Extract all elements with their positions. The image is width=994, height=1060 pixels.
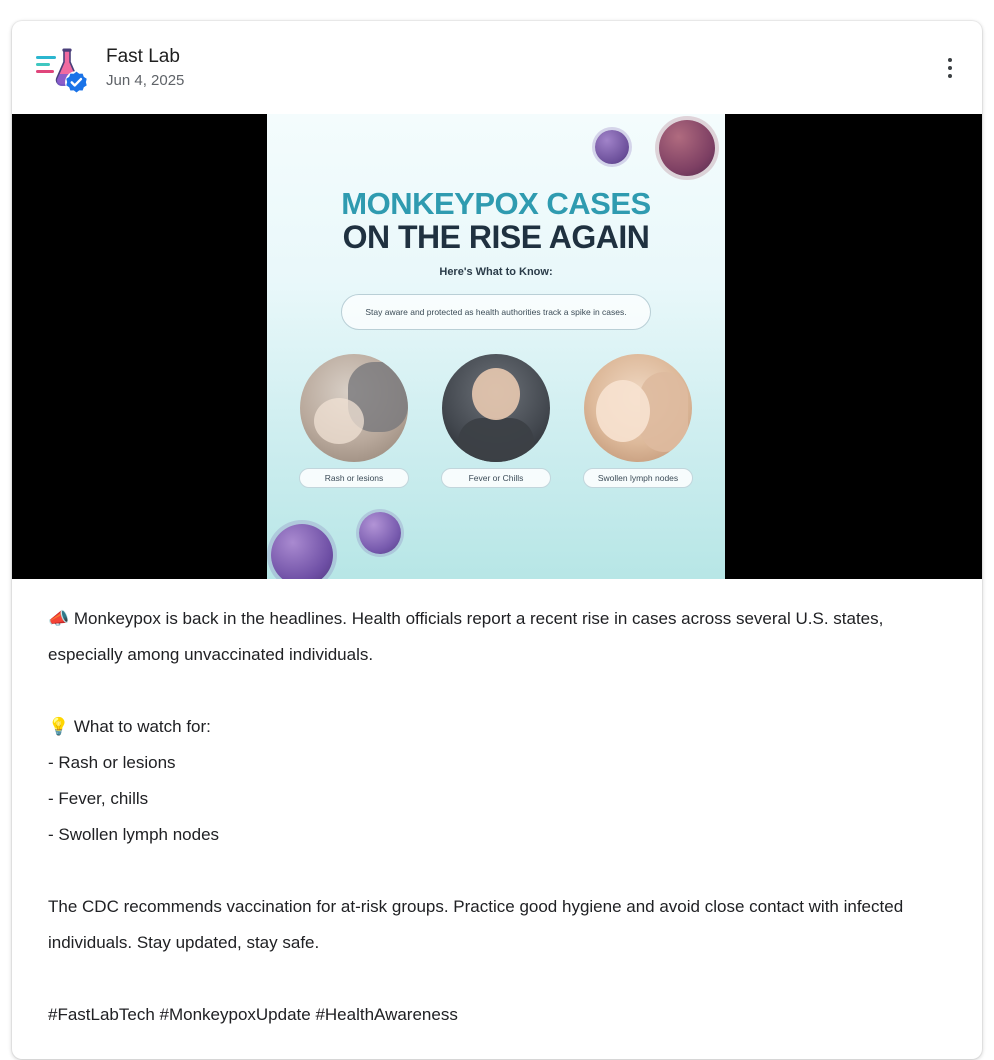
kebab-menu-icon[interactable] (936, 51, 964, 85)
symptom-photo (584, 354, 692, 462)
caption-spacer-1 (48, 673, 946, 709)
post-caption (12, 579, 982, 1059)
poster-subtitle: Here's What to Know: (439, 266, 553, 278)
caption-bullet: - Rash or lesions (48, 753, 176, 772)
verified-badge-icon (64, 70, 89, 95)
virus-icon (359, 512, 401, 554)
caption-paragraph-3: The CDC recommends vaccination for at-risk groups. Practice good hygiene and avoid close contact with infected individuals. Stay updated, stay safe. (48, 897, 904, 952)
post-author-block (106, 45, 184, 91)
symptom-photo (442, 354, 550, 462)
symptom-label: Fever or Chills (441, 468, 551, 488)
symptom-label: Rash or lesions (299, 468, 409, 488)
symptom-item (435, 354, 557, 488)
virus-icon (271, 524, 333, 579)
account-name: Fast Lab (106, 45, 180, 67)
post-header (12, 21, 982, 114)
poster-title-line1: MONKEYPOX CASES (341, 186, 651, 221)
caption-bullet: - Swollen lymph nodes (48, 825, 220, 844)
caption-paragraph-1: 📣 Monkeypox is back in the headlines. Health officials report a recent rise in cases across several U.S. states, especially among unvaccinated individuals. (48, 609, 884, 664)
caption-bullet: - Fever, chills (48, 789, 149, 808)
virus-icon (659, 120, 715, 176)
symptom-photo (300, 354, 408, 462)
post-date: Jun 4, 2025 (106, 71, 185, 89)
poster-note: Stay aware and protected as health authorities track a spike in cases. (341, 294, 651, 330)
poster-symptom-list (267, 354, 725, 488)
caption-spacer-3 (48, 961, 946, 997)
poster-image (267, 114, 725, 579)
avatar[interactable] (34, 40, 90, 96)
caption-spacer-2 (48, 853, 946, 889)
post-media[interactable] (12, 114, 982, 579)
virus-icon (595, 130, 629, 164)
caption-paragraph-2: 💡 What to watch for: (48, 717, 211, 736)
poster-title-line2: ON THE RISE AGAIN (342, 219, 650, 255)
symptom-item (577, 354, 699, 488)
caption-hashtags: #FastLabTech #MonkeypoxUpdate #HealthAwareness (48, 1005, 458, 1024)
symptom-label: Swollen lymph nodes (583, 468, 693, 488)
symptom-item (293, 354, 415, 488)
social-post-card (12, 21, 982, 1059)
